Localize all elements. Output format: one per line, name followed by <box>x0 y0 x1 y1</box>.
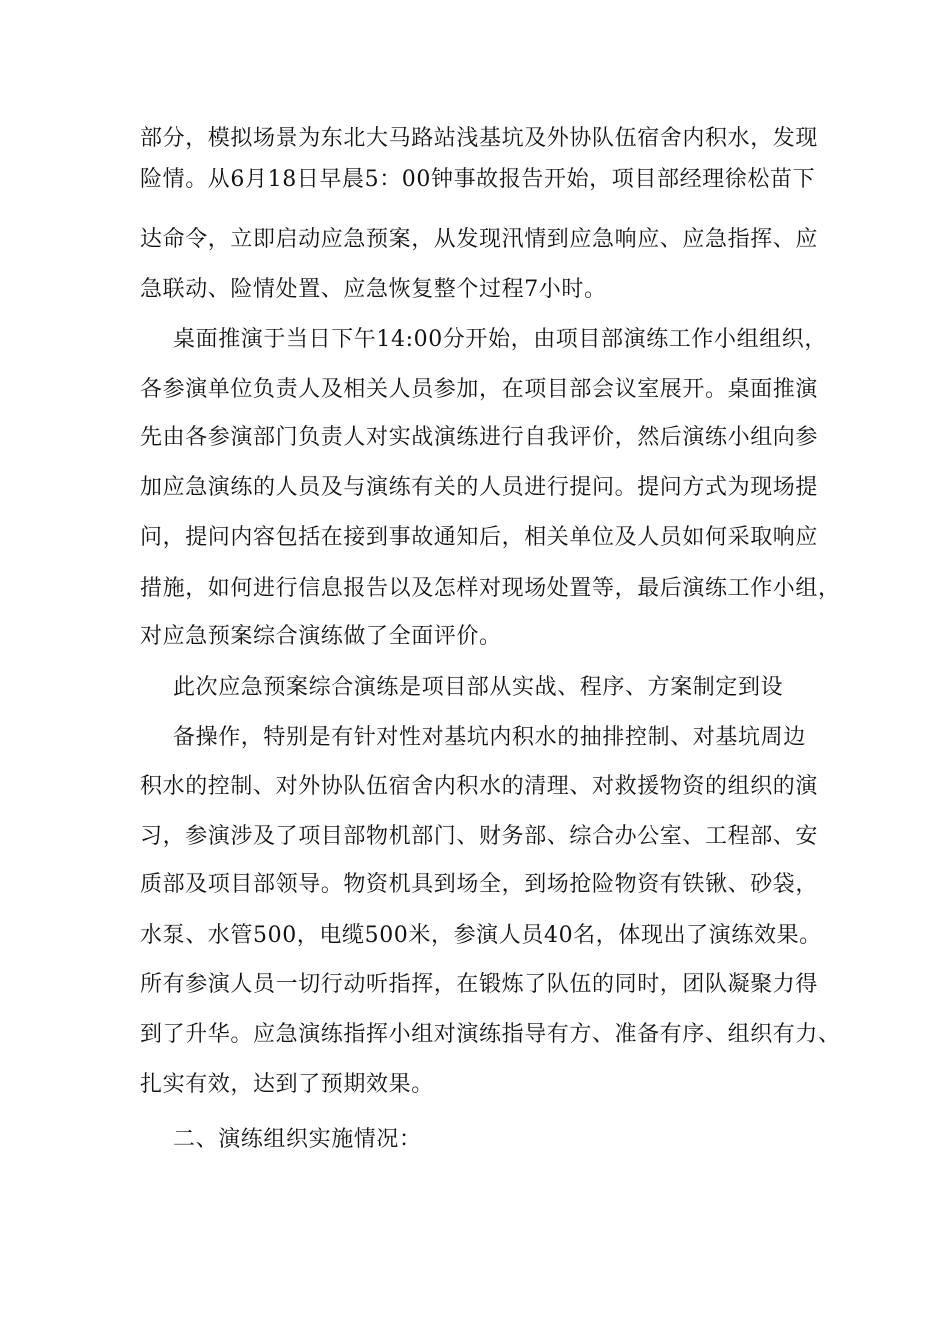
paragraph-2-line-7: 对应急预案综合演练做了全面评价。 <box>140 624 502 649</box>
paragraph-4-line-7: 到了升华。应急演练指挥小组对演练指导有方、准备有序、组织有力、 <box>140 1022 841 1047</box>
paragraph-4-line-1: 备操作，特别是有针对性对基坑内积水的抽排控制、对基坑周边 <box>173 725 806 750</box>
paragraph-2-line-5: 问，提问内容包括在接到事故通知后，相关单位及人员如何采取响应 <box>140 525 819 550</box>
paragraph-2-line-1: 桌面推演于当日下午14:00分开始，由项目部演练工作小组组织， <box>173 327 828 352</box>
paragraph-2-line-3: 先由各参演部门负责人对实战演练进行自我评价，然后演练小组向参 <box>140 425 819 450</box>
paragraph-4-line-5: 水泵、水管500，电缆500米，参演人员40名，体现出了演练效果。 <box>140 923 822 948</box>
section-heading: 二、演练组织实施情况： <box>173 1127 422 1152</box>
paragraph-4-line-2: 积水的控制、对外协队伍宿舍内积水的清理、对救援物资的组织的演 <box>140 774 819 799</box>
paragraph-1-line-1: 部分，模拟场景为东北大马路站浅基坑及外协队伍宿舍内积水，发现 <box>140 126 819 151</box>
paragraph-1-line-4: 急联动、险情处置、应急恢复整个过程7小时。 <box>140 277 607 302</box>
paragraph-4-line-6: 所有参演人员一切行动听指挥，在锻炼了队伍的同时，团队凝聚力得 <box>140 972 819 997</box>
paragraph-1-line-3: 达命令，立即启动应急预案，从发现汛情到应急响应、应急指挥、应 <box>140 227 819 252</box>
paragraph-4-line-8: 扎实有效，达到了预期效果。 <box>140 1072 434 1097</box>
paragraph-2-line-2: 各参演单位负责人及相关人员参加，在项目部会议室展开。桌面推演 <box>140 377 819 402</box>
paragraph-1-line-2: 险情。从6月18日早晨5：00钟事故报告开始，项目部经理徐松苗下 <box>140 167 816 192</box>
paragraph-4-line-3: 习，参演涉及了项目部物机部门、财务部、综合办公室、工程部、安 <box>140 824 819 849</box>
paragraph-2-line-6: 措施，如何进行信息报告以及怎样对现场处置等，最后演练工作小组， <box>140 576 841 601</box>
paragraph-4-line-4: 质部及项目部领导。物资机具到场全，到场抢险物资有铁锹、砂袋， <box>140 872 819 897</box>
paragraph-3-line-1: 此次应急预案综合演练是项目部从实战、程序、方案制定到设 <box>173 675 784 700</box>
paragraph-2-line-4: 加应急演练的人员及与演练有关的人员进行提问。提问方式为现场提 <box>140 475 819 500</box>
